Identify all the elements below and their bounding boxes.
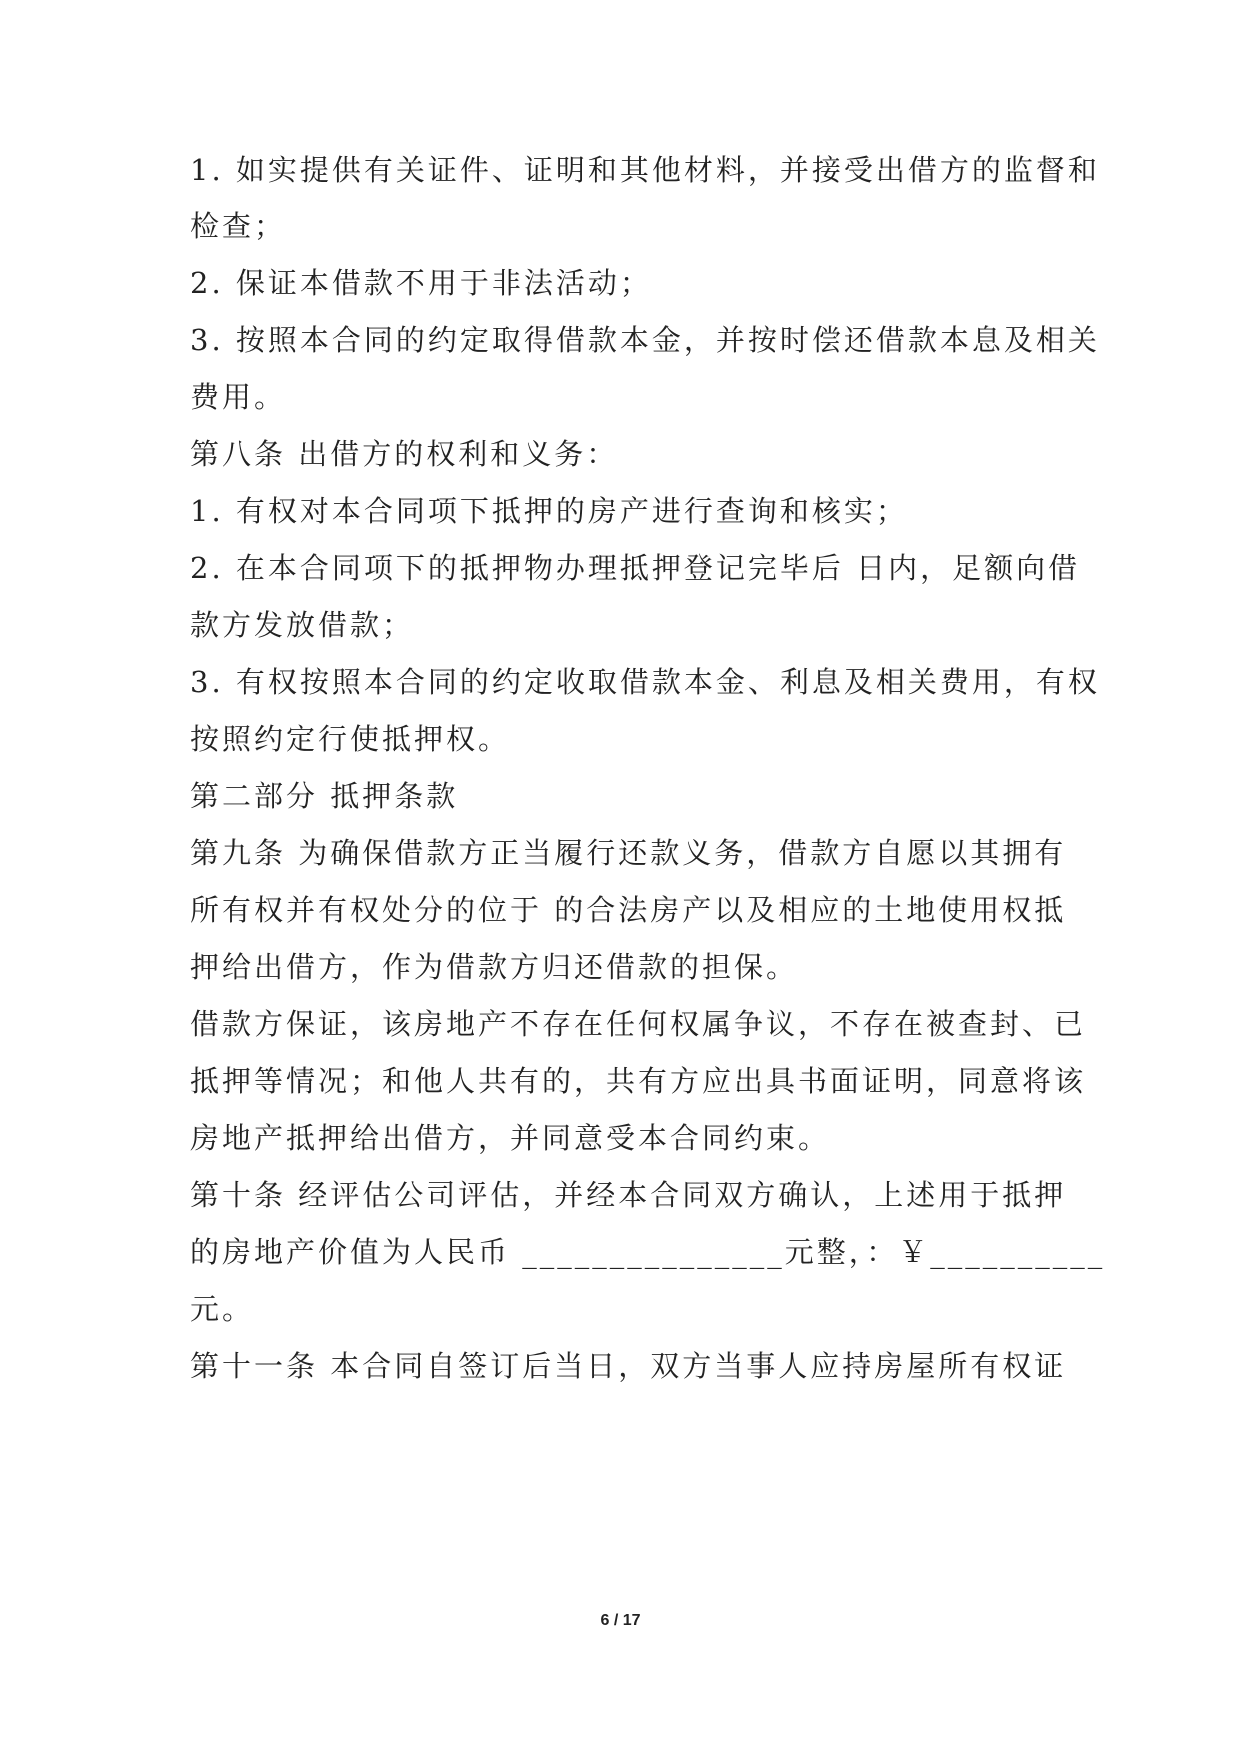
text-line: 第十条 经评估公司评估，并经本合同双方确认，上述用于抵押 <box>190 1178 1067 1212</box>
text-line: 款方发放借款； <box>190 608 415 642</box>
text-line: 所有权并有权处分的位于 的合法房产以及相应的土地使用权抵 <box>190 893 1067 927</box>
section-heading: 第八条 出借方的权利和义务： <box>190 437 619 471</box>
text-line: 抵押等情况；和他人共有的，共有方应出具书面证明，同意将该 <box>190 1064 1087 1098</box>
text-line: 3. 按照本合同的约定取得借款本金，并按时偿还借款本息及相关 <box>190 323 1100 357</box>
text-line: 借款方保证，该房地产不存在任何权属争议，不存在被查封、已 <box>190 1007 1087 1041</box>
text-line: 3. 有权按照本合同的约定收取借款本金、利息及相关费用，有权 <box>190 665 1100 699</box>
text-line: 元。 <box>190 1292 255 1326</box>
text-line: 1. 如实提供有关证件、证明和其他材料，并接受出借方的监督和 <box>190 153 1100 187</box>
part-heading: 第二部分 抵押条款 <box>190 779 459 813</box>
text-line: 的房地产价值为人民币 _______________元整，：￥__________ <box>190 1235 1106 1269</box>
text-line: 检查； <box>190 209 287 243</box>
text-line: 房地产抵押给出借方，并同意受本合同约束。 <box>190 1121 831 1155</box>
text-line: 2. 在本合同项下的抵押物办理抵押登记完毕后 日内，足额向借 <box>190 551 1081 585</box>
text-line: 1. 有权对本合同项下抵押的房产进行查询和核实； <box>190 494 908 528</box>
page-number: 6 / 17 <box>600 1612 641 1629</box>
text-line: 按照约定行使抵押权。 <box>190 722 511 756</box>
text-line: 第九条 为确保借款方正当履行还款义务，借款方自愿以其拥有 <box>190 836 1067 870</box>
text-line: 第十一条 本合同自签订后当日，双方当事人应持房屋所有权证 <box>190 1349 1067 1383</box>
text-line: 费用。 <box>190 380 287 414</box>
text-line: 2. 保证本借款不用于非法活动； <box>190 266 652 300</box>
text-line: 押给出借方，作为借款方归还借款的担保。 <box>190 950 799 984</box>
